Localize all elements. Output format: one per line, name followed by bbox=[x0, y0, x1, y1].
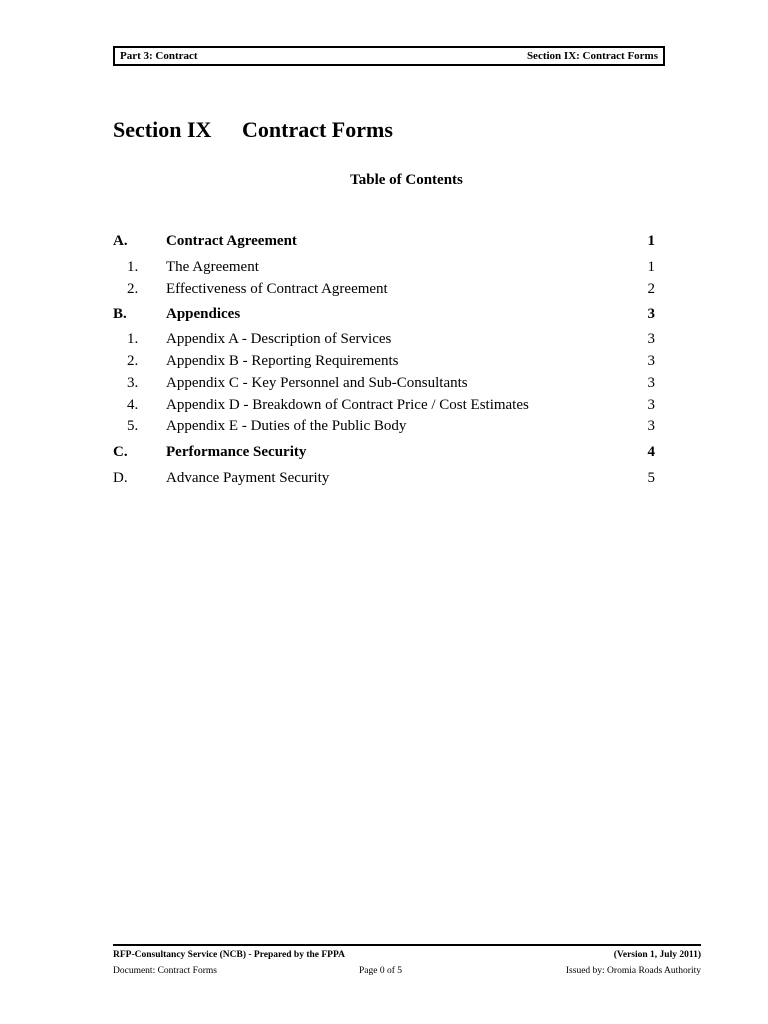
section-number: Section IX bbox=[113, 117, 212, 142]
toc-entry-text: Effectiveness of Contract Agreement bbox=[166, 281, 388, 297]
toc-entry-label: 3. bbox=[127, 375, 139, 391]
toc-entry-text: Advance Payment Security bbox=[166, 470, 330, 486]
toc-entry-label: 1. bbox=[127, 259, 139, 275]
toc-entry-page: 1 bbox=[647, 233, 655, 249]
toc-entry[interactable] bbox=[113, 351, 655, 371]
header-part: Part 3: Contract bbox=[120, 50, 198, 62]
toc-entry-page: 4 bbox=[647, 444, 655, 460]
page-title bbox=[113, 117, 393, 143]
toc-entry-page: 3 bbox=[647, 418, 655, 434]
toc-entry-page: 3 bbox=[647, 397, 655, 413]
toc-entry-text: Performance Security bbox=[166, 444, 307, 460]
toc-entry-text: Appendix C - Key Personnel and Sub-Consultants bbox=[166, 375, 468, 391]
toc-entry-page: 3 bbox=[647, 331, 655, 347]
section-title: Contract Forms bbox=[242, 117, 393, 142]
header-section: Section IX: Contract Forms bbox=[526, 50, 658, 62]
footer-prepared-by: RFP-Consultancy Service (NCB) - Prepared by the FPPA bbox=[113, 950, 345, 960]
footer-document: Document: Contract Forms bbox=[113, 966, 217, 976]
footer-line-2 bbox=[113, 964, 701, 978]
toc-entry[interactable] bbox=[113, 257, 655, 277]
toc-entry-page: 3 bbox=[647, 306, 655, 322]
footer-line-1 bbox=[113, 948, 701, 962]
toc-entry-page: 1 bbox=[647, 259, 655, 275]
toc-entry-label: C. bbox=[113, 444, 128, 460]
toc-entry-page: 5 bbox=[647, 470, 655, 486]
footer-version: (Version 1, July 2011) bbox=[613, 950, 701, 960]
toc-entry-label: 2. bbox=[127, 281, 139, 297]
toc-entry-page: 3 bbox=[647, 353, 655, 369]
footer-page-number: Page 0 of 5 bbox=[359, 966, 403, 976]
toc-entry-page: 3 bbox=[647, 375, 655, 391]
toc-entry-text: Appendix B - Reporting Requirements bbox=[166, 353, 399, 369]
toc-heading: Table of Contents bbox=[350, 172, 463, 188]
toc-entry-text: The Agreement bbox=[166, 259, 259, 275]
toc-entry-label: 2. bbox=[127, 353, 139, 369]
toc-entry[interactable] bbox=[113, 231, 655, 251]
toc-entry-page: 2 bbox=[647, 281, 655, 297]
toc-entry[interactable] bbox=[113, 442, 655, 462]
toc-entry-text: Appendix A - Description of Services bbox=[166, 331, 392, 347]
toc-entry-text: Contract Agreement bbox=[166, 233, 297, 249]
page-header bbox=[113, 46, 665, 66]
toc-entry-label: 4. bbox=[127, 397, 139, 413]
toc-entry-label: A. bbox=[113, 233, 128, 249]
footer-issuer: Issued by: Oromia Roads Authority bbox=[565, 966, 701, 976]
toc-entry[interactable] bbox=[113, 304, 655, 324]
toc-entry[interactable] bbox=[113, 329, 655, 349]
toc-entry-label: D. bbox=[113, 470, 128, 486]
toc-entry-label: 5. bbox=[127, 418, 139, 434]
toc-entry[interactable] bbox=[113, 279, 655, 299]
toc-entry[interactable] bbox=[113, 395, 655, 415]
toc-entry-text: Appendices bbox=[166, 306, 241, 322]
toc-entry-text: Appendix D - Breakdown of Contract Price / Cost Estimates bbox=[166, 397, 529, 413]
toc-entry-label: B. bbox=[113, 306, 127, 322]
toc-entry[interactable] bbox=[113, 416, 655, 436]
toc-entry[interactable] bbox=[113, 468, 655, 488]
footer-divider bbox=[113, 944, 701, 946]
toc-entry-label: 1. bbox=[127, 331, 139, 347]
toc-entry-text: Appendix E - Duties of the Public Body bbox=[166, 418, 407, 434]
toc-entry[interactable] bbox=[113, 373, 655, 393]
